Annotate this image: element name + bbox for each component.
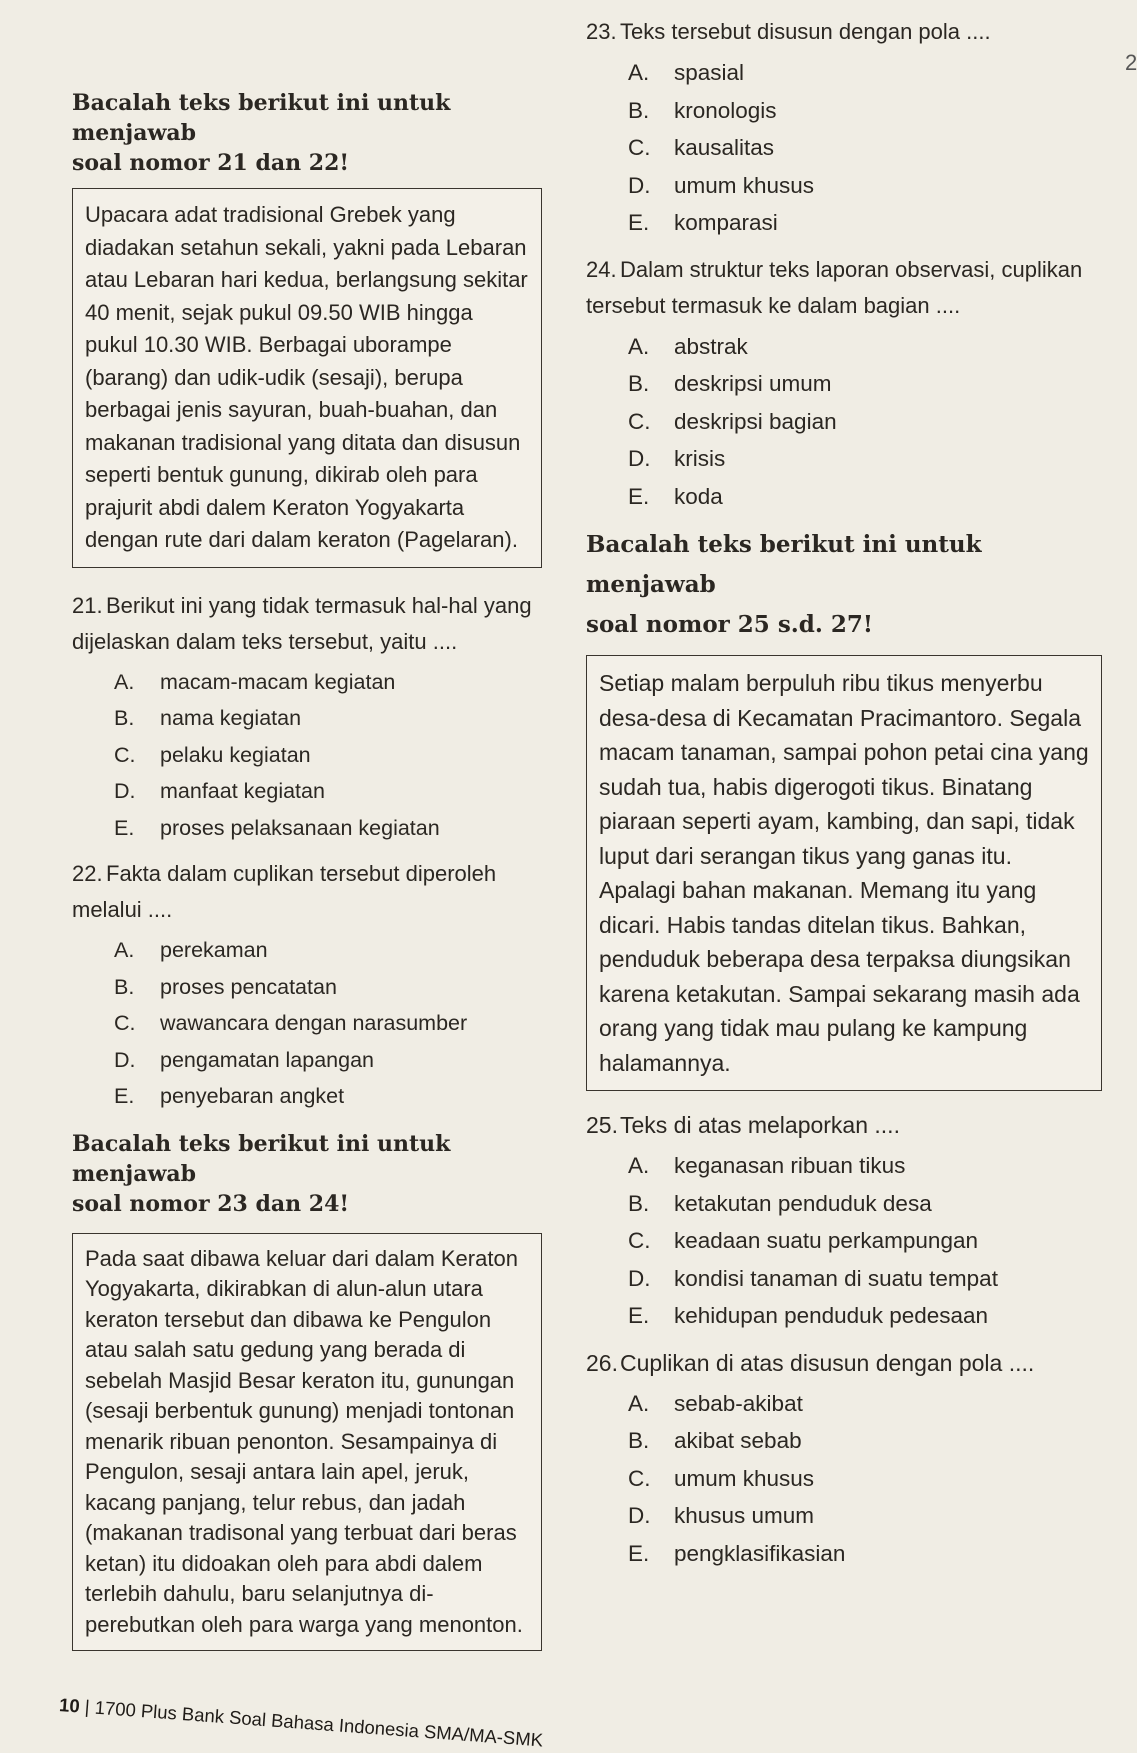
q24-number: 24. bbox=[586, 256, 617, 282]
q25-options bbox=[586, 1147, 1106, 1335]
q25-text: Teks di atas melaporkan .... bbox=[620, 1112, 900, 1138]
q24-option-b[interactable]: B. deskripsi umum bbox=[628, 371, 832, 396]
q26-option-b[interactable]: B. akibat sebab bbox=[628, 1428, 802, 1453]
right-column bbox=[586, 14, 1106, 1582]
q23-option-b[interactable]: B. kronologis bbox=[628, 97, 777, 123]
q24-option-c[interactable]: C. deskripsi bagian bbox=[628, 408, 837, 434]
q22-option-d[interactable]: D. pengamatan lapangan bbox=[114, 1047, 374, 1072]
q25-option-b[interactable]: B. ketakutan penduduk desa bbox=[628, 1190, 932, 1216]
question-22 bbox=[72, 856, 542, 1115]
q26-option-e[interactable]: E. pengklasifikasian bbox=[628, 1540, 846, 1566]
footer-separator: | bbox=[84, 1695, 91, 1718]
q22-text: Fakta dalam cuplikan tersebut diperoleh melalui .... bbox=[72, 861, 497, 922]
q21-option-d[interactable]: D. manfaat kegiatan bbox=[114, 779, 325, 803]
q26-options bbox=[586, 1385, 1106, 1573]
q24-option-e[interactable]: E. koda bbox=[628, 483, 723, 509]
page-footer bbox=[58, 1694, 543, 1751]
question-24 bbox=[586, 252, 1106, 516]
passage1-box: Upacara adat tradisional Grebek yang diadakan setahun sekali, yakni pada Lebaran atau Lebaran hari kedua, berlangsung sekitar 40 menit, sejak pukul 09.50 WIB hingga pukul 10.30 WIB. Berbagai uborampe (barang) dan udik-udik (sesaji), berupa berbagai jenis sayuran, buah-buahan, dan makanan tradisional yang ditata dan disusun seperti bentuk gunung, dikirab oleh para prajurit abdi dalem Keraton Yogyakarta dengan rute dari dalam keraton (Pagelaran). bbox=[72, 188, 542, 568]
question-21 bbox=[72, 588, 542, 847]
q26-option-d[interactable]: D. khusus umum bbox=[628, 1503, 815, 1528]
q25-number: 25. bbox=[586, 1112, 618, 1138]
q23-option-c[interactable]: C. kausalitas bbox=[628, 135, 775, 160]
q21-option-e[interactable]: E. proses pelaksanaan kegiatan bbox=[114, 815, 440, 840]
q23-text: Teks tersebut disusun dengan pola .... bbox=[620, 19, 991, 44]
q26-option-c[interactable]: C. umum khusus bbox=[628, 1465, 815, 1491]
q26-option-a[interactable]: A. sebab-akibat bbox=[628, 1390, 803, 1416]
q22-option-e[interactable]: E. penyebaran angket bbox=[114, 1084, 345, 1108]
q22-option-c[interactable]: C. wawancara dengan narasumber bbox=[114, 1011, 468, 1035]
book-title: 1700 Plus Bank Soal Bahasa Indonesia SMA/MA-SMK bbox=[94, 1696, 544, 1751]
q22-number: 22. bbox=[72, 861, 103, 886]
passage1-instruction: Bacalah teks berikut ini untuk menjawab soal nomor 21 dan 22! bbox=[72, 90, 451, 176]
q21-option-a[interactable]: A. macam-macam kegiatan bbox=[114, 669, 396, 694]
q25-option-a[interactable]: A. keganasan ribuan tikus bbox=[628, 1153, 906, 1178]
left-column bbox=[72, 88, 542, 1651]
q21-text: Berikut ini yang tidak termasuk hal-hal yang dijelaskan dalam teks tersebut, yaitu .... bbox=[72, 592, 532, 654]
q23-options bbox=[586, 54, 1106, 242]
question-25 bbox=[586, 1107, 1106, 1335]
q22-option-b[interactable]: B. proses pencatatan bbox=[114, 974, 337, 999]
q24-option-d[interactable]: D. krisis bbox=[628, 446, 726, 471]
passage2-box: Pada saat dibawa keluar dari dalam Keraton Yogyakarta, dikirabkan di alun-alun utara keraton tersebut dan dibawa ke Pengulon atau salah satu gedung yang berada di sebelah Masjid Besar keraton itu, gunungan (sesaji berbentuk gunung) menjadi tontonan menarik ribuan penonton. Sesampainya di Pengulon, sesaji antara lain apel, jeruk, kacang panjang, telur rebus, dan jadah (makanan tradisonal yang terbuat dari beras ketan) itu didoakan oleh para abdi dalem terlebih dahulu, baru selanjutnya di- perebutkan oleh para warga yang menonton. bbox=[72, 1233, 542, 1652]
q24-option-a[interactable]: A. abstrak bbox=[628, 333, 748, 359]
q26-number: 26. bbox=[586, 1349, 618, 1376]
q24-text: Dalam struktur teks laporan observasi, cuplikan tersebut termasuk ke dalam bagian .... bbox=[586, 256, 1083, 318]
q21-option-b[interactable]: B. nama kegiatan bbox=[114, 706, 302, 730]
question-23 bbox=[586, 14, 1106, 242]
q23-option-e[interactable]: E. komparasi bbox=[628, 210, 778, 235]
q21-number: 21. bbox=[72, 592, 103, 618]
question-26 bbox=[586, 1345, 1106, 1573]
q21-options bbox=[72, 664, 542, 847]
q24-options bbox=[586, 328, 1106, 516]
q23-option-d[interactable]: D. umum khusus bbox=[628, 172, 815, 198]
q23-number: 23. bbox=[586, 19, 617, 44]
q22-options bbox=[72, 932, 542, 1115]
corner-number: 2 bbox=[1125, 50, 1137, 75]
page-number: 10 bbox=[58, 1694, 81, 1717]
q22-option-a[interactable]: A. perekaman bbox=[114, 938, 268, 962]
q23-option-a[interactable]: A. spasial bbox=[628, 60, 745, 85]
passage3-instruction: Bacalah teks berikut ini untuk menjawab soal nomor 25 s.d. 27! bbox=[586, 531, 982, 638]
passage2-instruction: Bacalah teks berikut ini untuk menjawab soal nomor 23 dan 24! bbox=[72, 1130, 451, 1217]
q25-option-e[interactable]: E. kehidupan penduduk pedesaan bbox=[628, 1303, 989, 1328]
q26-text: Cuplikan di atas disusun dengan pola .... bbox=[620, 1349, 1035, 1376]
q25-option-d[interactable]: D. kondisi tanaman di suatu tempat bbox=[628, 1265, 998, 1291]
passage3-box: Setiap malam berpuluh ribu tikus menyerbu desa-desa di Kecamatan Pracimantoro. Segala macam tanaman, sampai pohon petai cina yang sudah tua, habis digerogoti tikus. Binatang piaraan seperti ayam, kambing, dan sapi, tidak luput dari serangan tikus yang ganas itu. Apalagi bahan makanan. Memang itu yang dicari. Habis tandas ditelan tikus. Bahkan, penduduk beberapa desa terpaksa diungsikan karena ketakutan. Sampai sekarang masih ada orang yang tidak mau pulang ke kampung halamannya. bbox=[586, 655, 1102, 1091]
q21-option-c[interactable]: C. pelaku kegiatan bbox=[114, 742, 311, 767]
q25-option-c[interactable]: C. keadaan suatu perkampungan bbox=[628, 1228, 978, 1253]
